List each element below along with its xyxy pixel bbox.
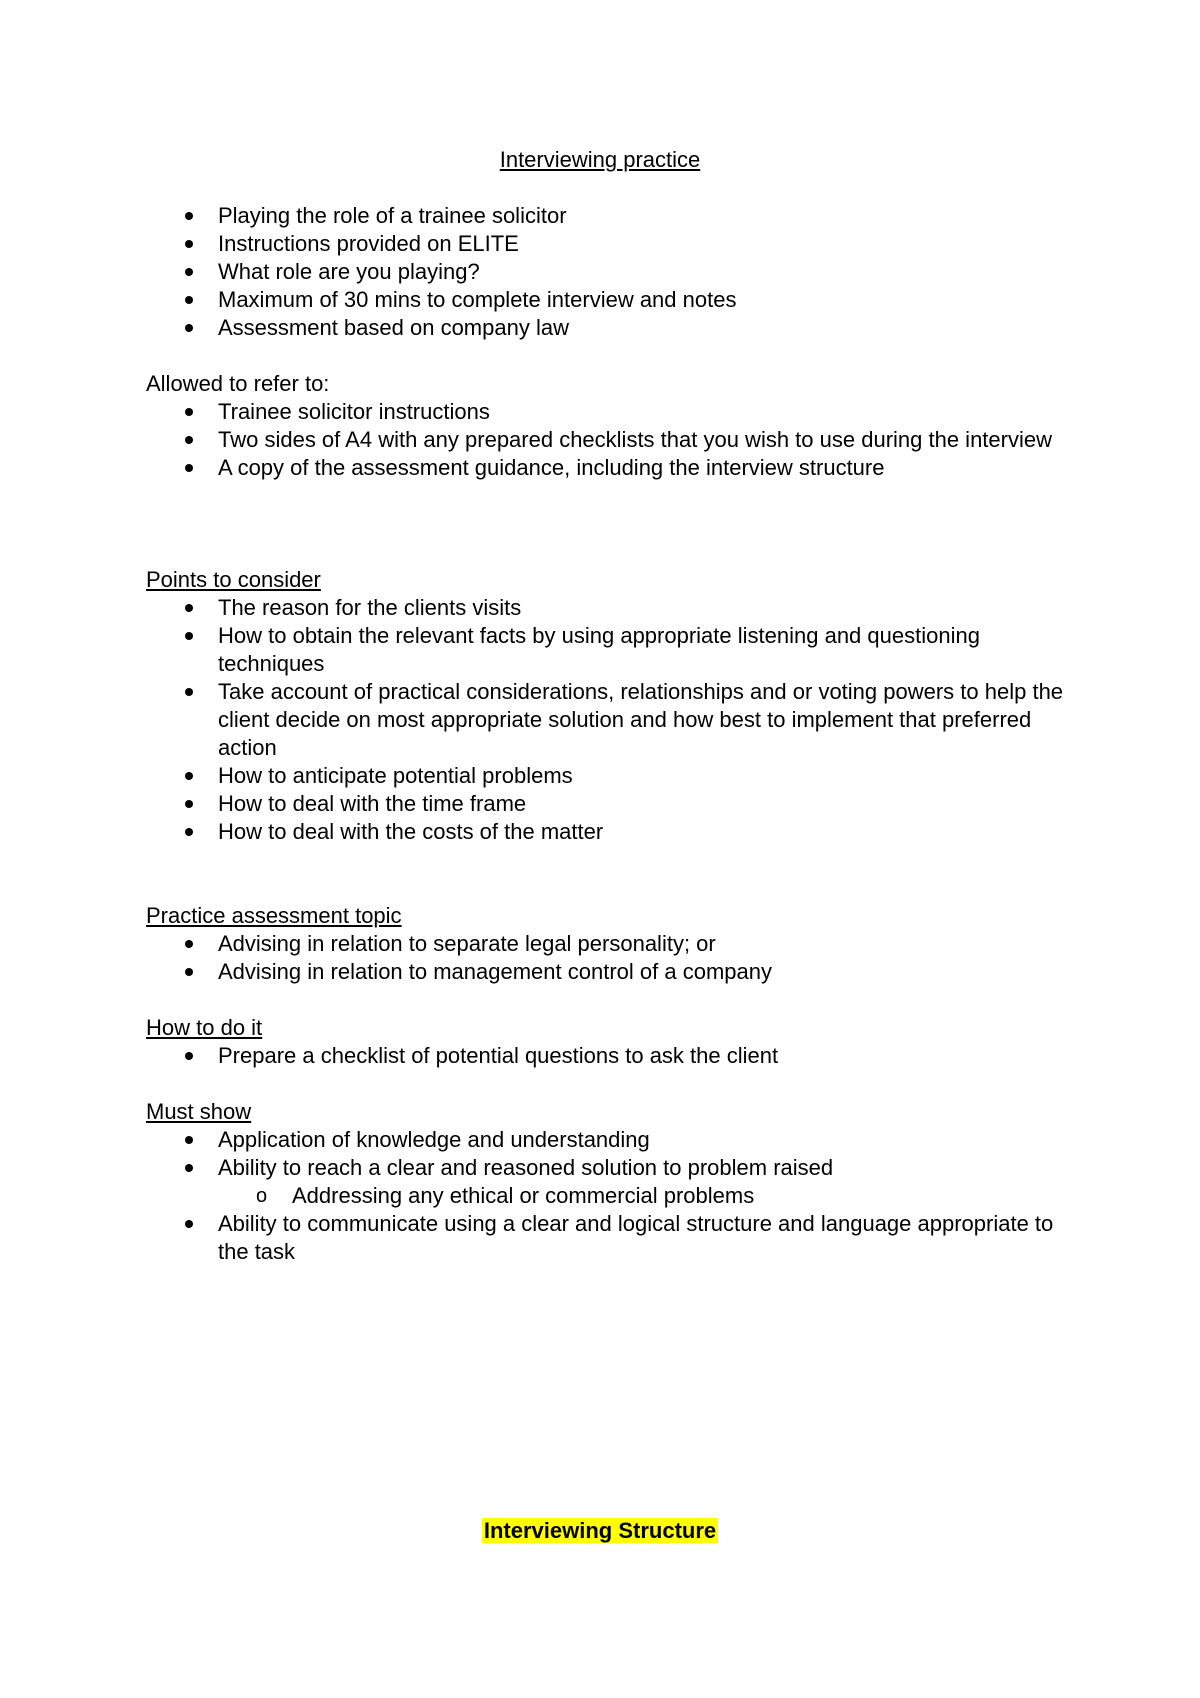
points-heading: Points to consider [146,567,321,592]
list-item: Playing the role of a trainee solicitor [146,202,1066,230]
list-item: Instructions provided on ELITE [146,230,1066,258]
points-section [146,566,1066,846]
interviewing-structure-heading [0,1517,1200,1545]
list-item: Trainee solicitor instructions [146,398,1066,426]
document-title: Interviewing practice [499,147,701,172]
allowed-bullet-list [146,398,1066,482]
highlighted-heading-text: Interviewing Structure [483,1518,717,1543]
list-item: Ability to communicate using a clear and logical structure and language appropriate to the task [146,1210,1066,1266]
points-bullet-list [146,594,1066,846]
list-item: Advising in relation to management control of a company [146,958,1066,986]
howto-section [146,1014,1066,1070]
mustshow-bullet-list-continued [146,1210,1066,1266]
list-item: What role are you playing? [146,258,1066,286]
mustshow-section [146,1098,1066,1266]
howto-heading: How to do it [146,1015,263,1040]
practice-bullet-list [146,930,1066,986]
list-item: Advising in relation to separate legal personality; or [146,930,1066,958]
list-item: The reason for the clients visits [146,594,1066,622]
list-item: Assessment based on company law [146,314,1066,342]
list-item: How to deal with the costs of the matter [146,818,1066,846]
allowed-section [146,370,1066,482]
intro-bullet-list [146,202,1066,342]
sub-list-item: o Addressing any ethical or commercial problems [146,1182,1066,1210]
mustshow-heading: Must show [146,1099,252,1124]
list-item: Take account of practical considerations, relationships and or voting powers to help the client decide on most appropriate solution and how best to implement that preferred action [146,678,1066,762]
intro-section [146,202,1066,342]
practice-section [146,902,1066,986]
mustshow-sub-list [146,1182,1066,1210]
list-item: Two sides of A4 with any prepared checklists that you wish to use during the interview [146,426,1066,454]
mustshow-bullet-list [146,1126,1066,1182]
allowed-heading: Allowed to refer to: [146,371,330,396]
list-item: Ability to reach a clear and reasoned solution to problem raised [146,1154,1066,1182]
howto-bullet-list [146,1042,1066,1070]
list-item: How to deal with the time frame [146,790,1066,818]
practice-heading: Practice assessment topic [146,903,402,928]
list-item: How to anticipate potential problems [146,762,1066,790]
list-item: Prepare a checklist of potential questions to ask the client [146,1042,1066,1070]
list-item: A copy of the assessment guidance, including the interview structure [146,454,1066,482]
list-item: How to obtain the relevant facts by using appropriate listening and questioning techniques [146,622,1066,678]
list-item: Maximum of 30 mins to complete interview and notes [146,286,1066,314]
list-item: Application of knowledge and understanding [146,1126,1066,1154]
